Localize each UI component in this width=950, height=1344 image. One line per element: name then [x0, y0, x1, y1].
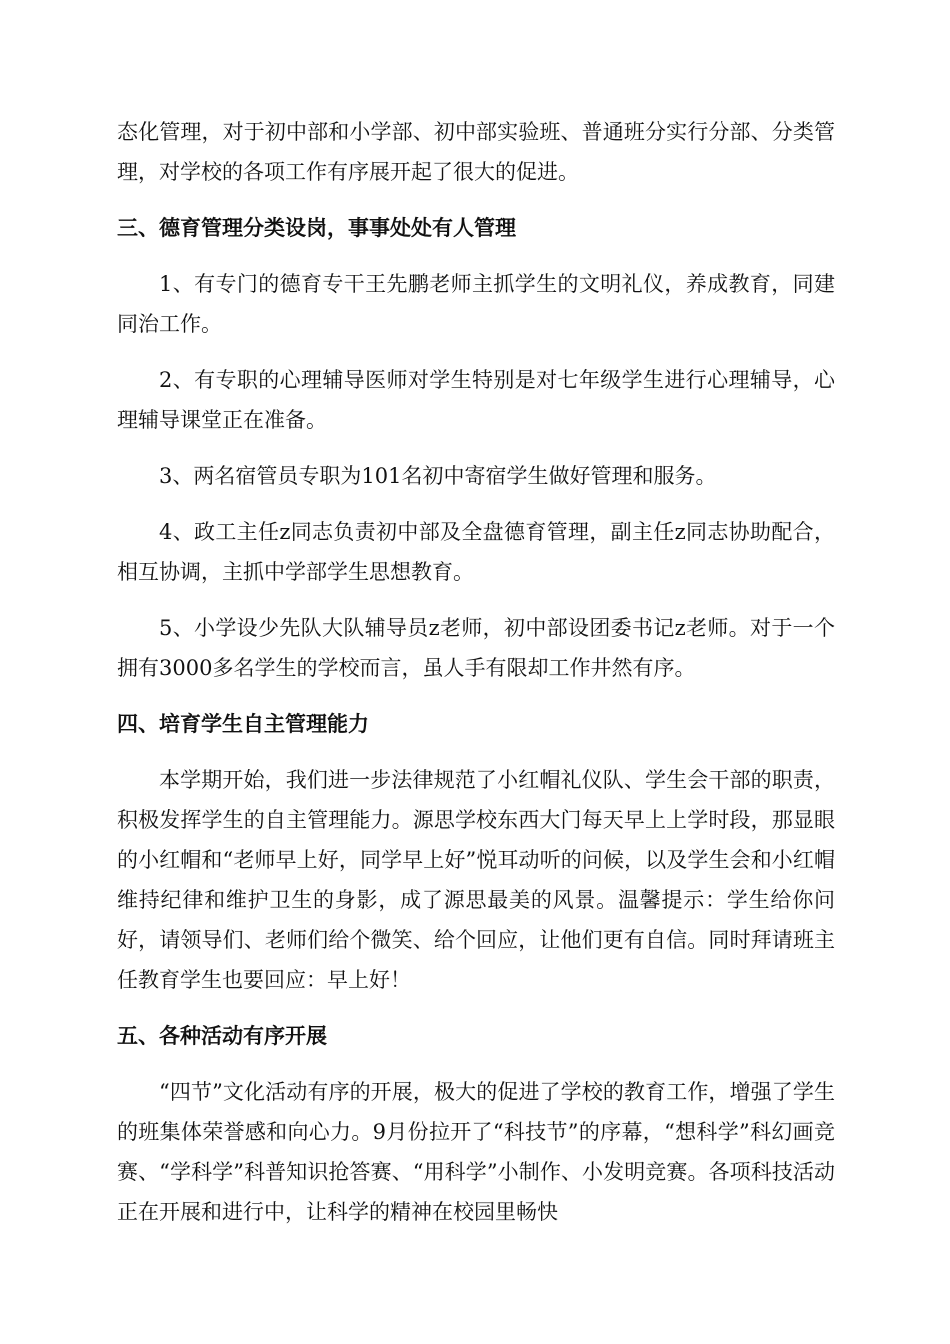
- list-item-4: 4、政工主任z同志负责初中部及全盘德育管理，副主任z同志协助配合，相互协调，主抓中学部学生思想教育。: [117, 520, 835, 584]
- paragraph-section-5: “四节”文化活动有序的开展，极大的促进了学校的教育工作，增强了学生的班集体荣誉感和向心力。9月份拉开了“科技节”的序幕，“想科学”科幻画竞赛、“学科学”科普知识抢答赛、“用科学”小制作、小发明竞赛。各项科技活动正在开展和进行中，让科学的精神在校园里畅快: [117, 1080, 835, 1224]
- list-item-3: 3、两名宿管员专职为101名初中寄宿学生做好管理和服务。: [159, 464, 717, 488]
- paragraph-intro: 态化管理，对于初中部和小学部、初中部实验班、普通班分实行分部、分类管理，对学校的各项工作有序展开起了很大的促进。: [117, 120, 835, 184]
- section-heading-3: 三、德育管理分类设岗，事事处处有人管理: [117, 216, 516, 240]
- list-item-5: 5、小学设少先队大队辅导员z老师，初中部设团委书记z老师。对于一个拥有3000多名学生的学校而言，虽人手有限却工作井然有序。: [117, 616, 835, 680]
- document-body: [117, 112, 835, 1232]
- list-item-1: 1、有专门的德育专干王先鹏老师主抓学生的文明礼仪，养成教育，同建同治工作。: [117, 272, 835, 336]
- section-heading-5: 五、各种活动有序开展: [117, 1024, 327, 1048]
- paragraph-section-4: 本学期开始，我们进一步法律规范了小红帽礼仪队、学生会干部的职责，积极发挥学生的自主管理能力。源思学校东西大门每天早上上学时段，那显眼的小红帽和“老师早上好，同学早上好”悦耳动听的问候，以及学生会和小红帽维持纪律和维护卫生的身影，成了源思最美的风景。温馨提示：学生给你问好，请领导们、老师们给个微笑、给个回应，让他们更有自信。同时拜请班主任教育学生也要回应：早上好！: [117, 768, 835, 992]
- list-item-2: 2、有专职的心理辅导医师对学生特别是对七年级学生进行心理辅导，心理辅导课堂正在准备。: [117, 368, 835, 432]
- section-heading-4: 四、培育学生自主管理能力: [117, 712, 369, 736]
